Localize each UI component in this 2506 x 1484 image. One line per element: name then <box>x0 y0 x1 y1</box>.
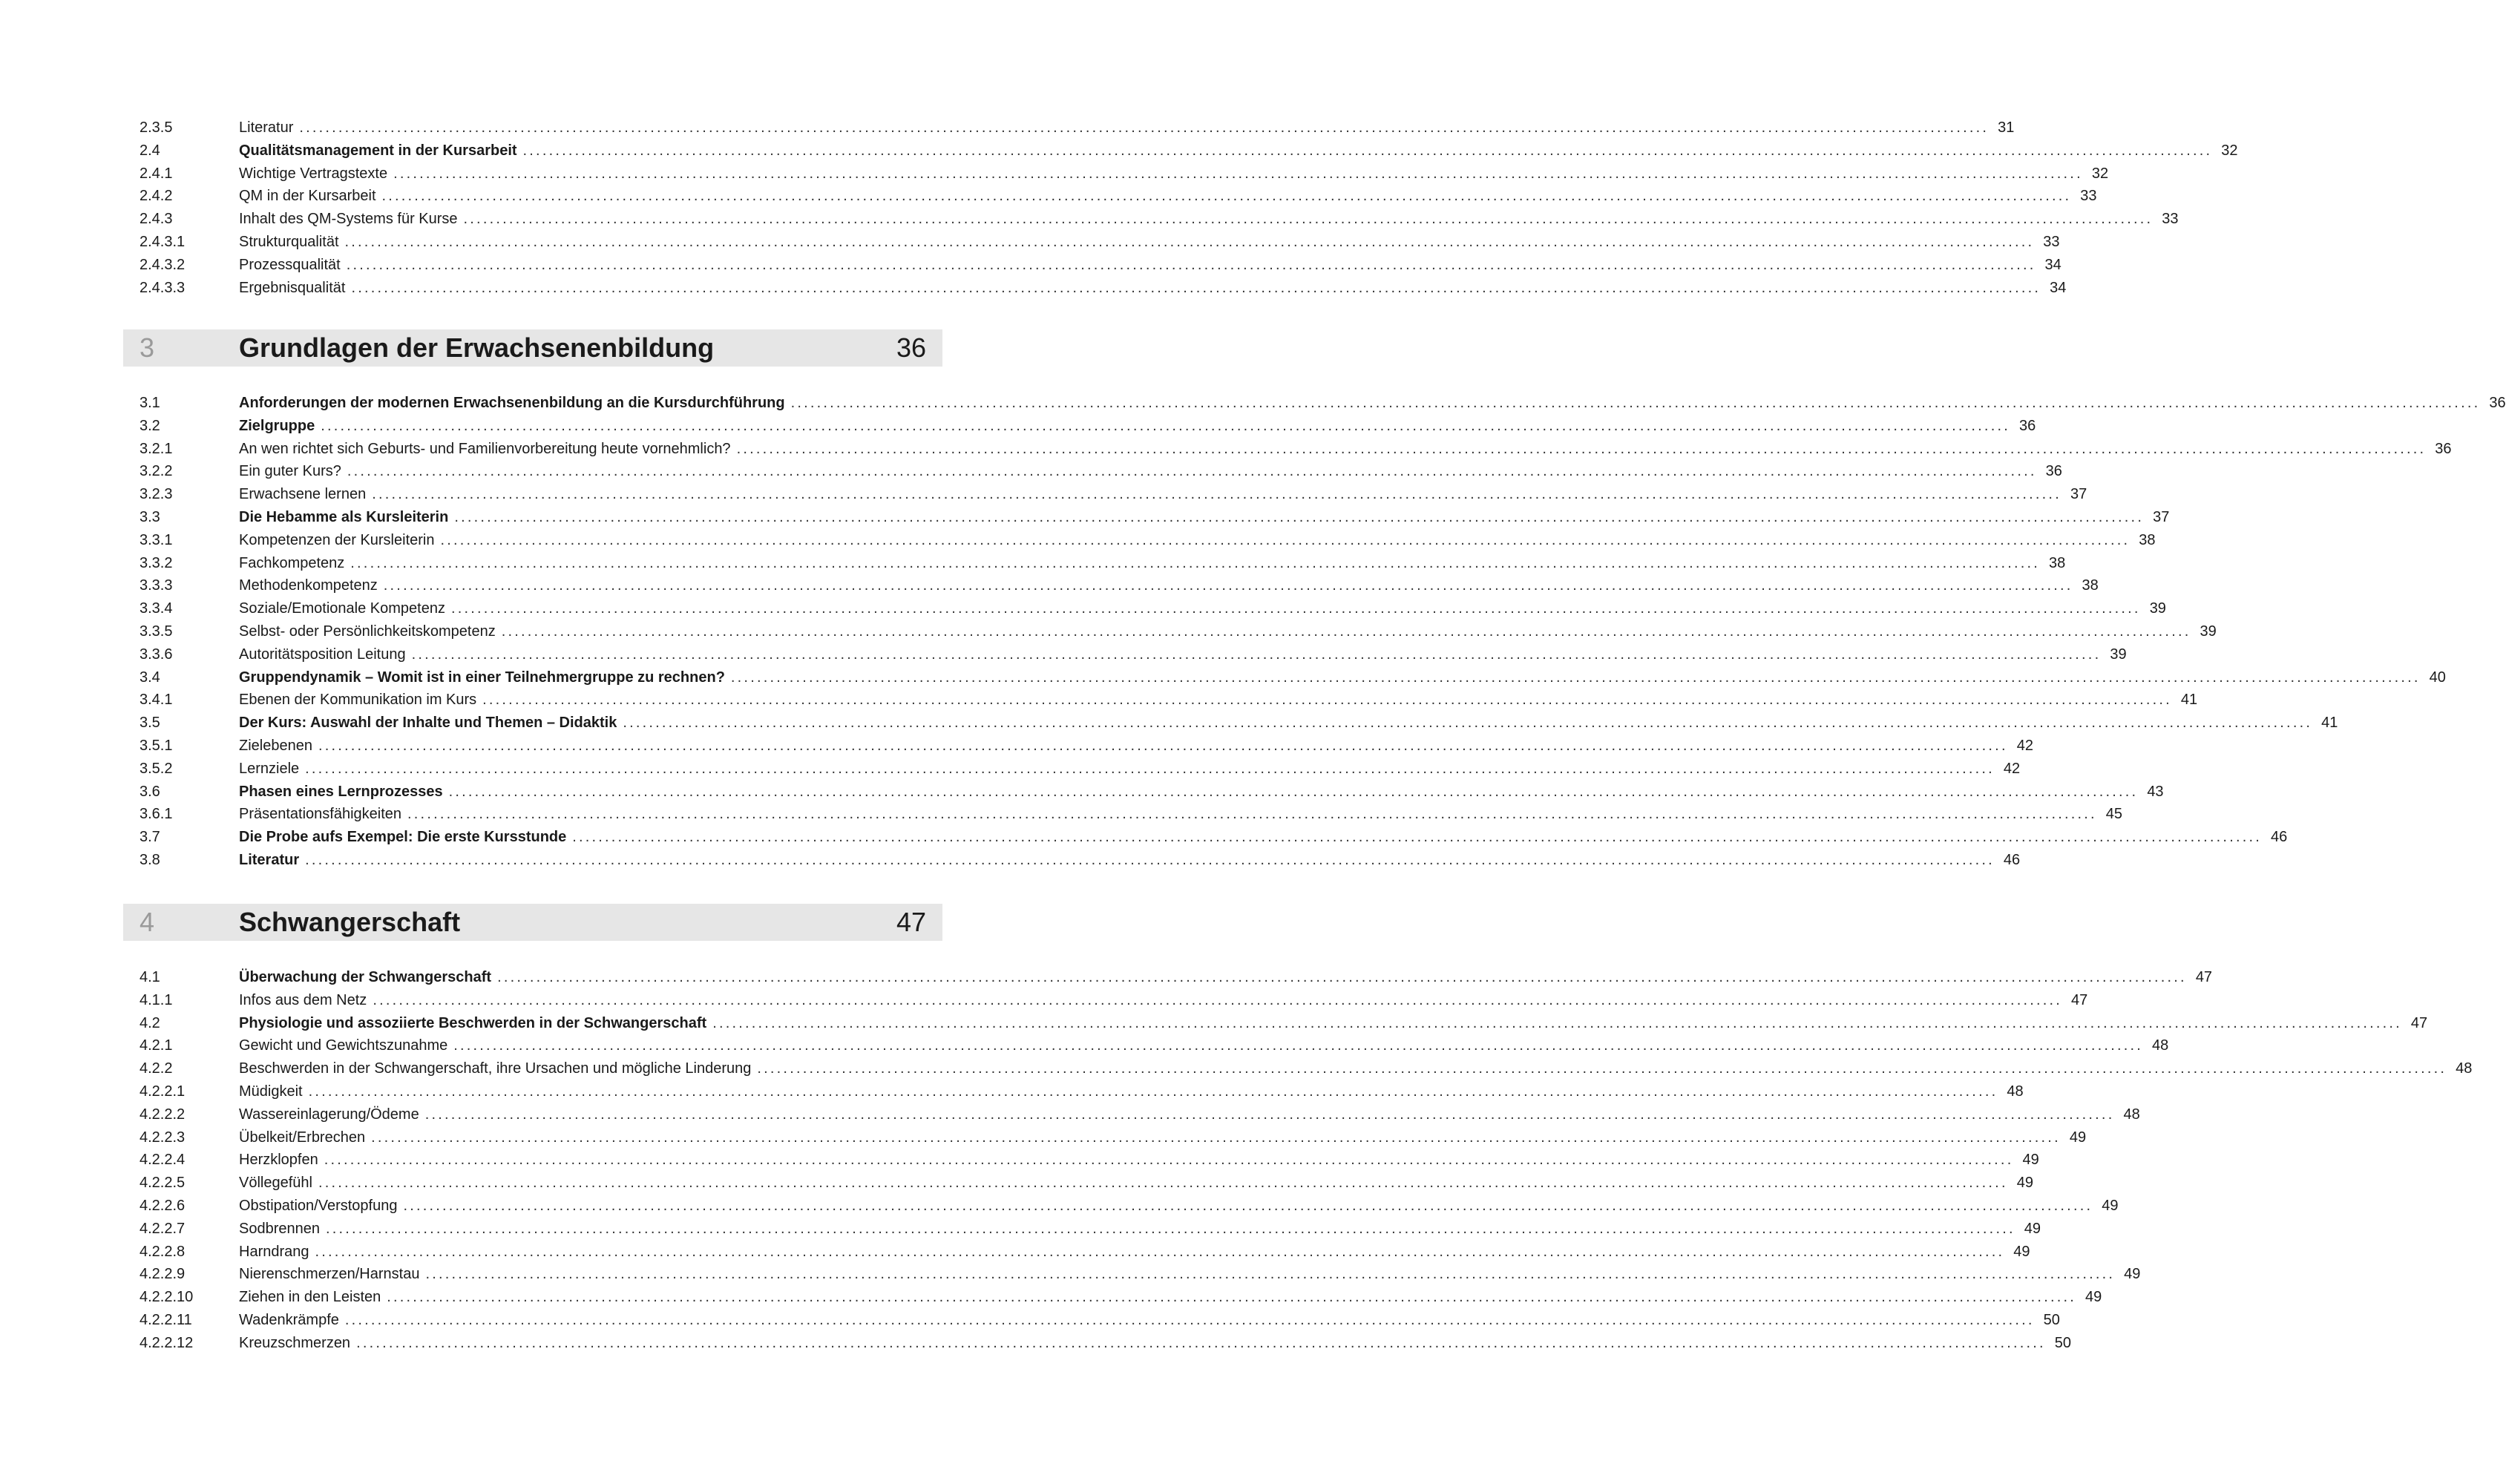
dot-leader: .................................................................................................................................................................................................................................................................... <box>318 737 2008 754</box>
toc-entry-line <box>239 116 2015 139</box>
toc-entry-number: 3.3 <box>140 508 160 525</box>
toc-entry-page-number: 49 <box>2022 1152 2039 1169</box>
toc-entry-title[interactable]: Gruppendynamik – Womit ist in einer Teilnehmergruppe zu rechnen? <box>239 669 725 686</box>
toc-entry-line <box>239 1309 2060 1332</box>
toc-entry-line <box>239 666 2446 689</box>
chapter-heading-4[interactable] <box>123 904 942 941</box>
dot-leader: .................................................................................................................................................................................................................................................................... <box>356 1334 2046 1351</box>
toc-entry-number: 3.5 <box>140 715 160 732</box>
toc-entry[interactable] <box>123 1309 2060 1332</box>
toc-entry-line <box>239 185 2097 208</box>
dot-leader: .................................................................................................................................................................................................................................................................... <box>424 1106 2115 1123</box>
toc-entry-title[interactable]: Müdigkeit <box>239 1083 303 1100</box>
dot-leader: .................................................................................................................................................................................................................................................................... <box>373 991 2063 1008</box>
toc-entry-page-number: 39 <box>2149 600 2166 617</box>
chapter-page-number: 47 <box>896 907 926 937</box>
toc-entry-number: 4.2.2.11 <box>140 1311 192 1328</box>
toc-entry[interactable] <box>123 643 2127 666</box>
toc-entry-line <box>239 277 2067 300</box>
toc-entry[interactable] <box>123 597 2166 620</box>
dot-leader: .................................................................................................................................................................................................................................................................... <box>454 508 2145 525</box>
toc-entry[interactable] <box>123 506 2170 529</box>
toc-entry-line <box>239 1332 2072 1355</box>
toc-entry[interactable] <box>123 552 2066 575</box>
toc-entry[interactable] <box>123 254 2061 277</box>
dot-leader: .................................................................................................................................................................................................................................................................... <box>501 623 2191 640</box>
toc-entry-title[interactable]: Literatur <box>239 119 294 136</box>
toc-entry-line <box>239 1263 2141 1286</box>
toc-entry-title[interactable]: Völlegefühl <box>239 1175 312 1192</box>
toc-entry-number: 4.2.2.8 <box>140 1243 186 1260</box>
toc-entry-title[interactable]: Präsentationsfähigkeiten <box>239 806 402 823</box>
toc-entry-title[interactable]: Strukturqualität <box>239 233 339 250</box>
toc-entry-page-number: 49 <box>2016 1175 2033 1192</box>
toc-entry[interactable] <box>123 162 2109 186</box>
toc-entry-line <box>239 574 2099 597</box>
toc-entry-page-number: 37 <box>2153 508 2170 525</box>
toc-entry-title[interactable]: Zielebenen <box>239 737 312 754</box>
toc-entry-title[interactable]: Harndrang <box>239 1243 309 1260</box>
toc-entry-number: 2.4.2 <box>140 188 173 205</box>
toc-entry[interactable] <box>123 574 2099 597</box>
dot-leader: .................................................................................................................................................................................................................................................................... <box>321 417 2010 434</box>
toc-entry-title[interactable]: Anforderungen der modernen Erwachsenenbildung an die Kursdurchführung <box>239 395 785 411</box>
toc-entry[interactable] <box>123 1012 2428 1035</box>
toc-entry[interactable] <box>123 712 2338 735</box>
dot-leader: .................................................................................................................................................................................................................................................................... <box>623 715 2313 732</box>
dot-leader: .................................................................................................................................................................................................................................................................... <box>387 1289 2076 1306</box>
toc-section-2-tail <box>123 116 2238 299</box>
toc-entry-title[interactable]: Lernziele <box>239 760 300 777</box>
toc-entry[interactable] <box>123 460 2062 483</box>
chapter-heading-3[interactable] <box>123 329 942 367</box>
toc-entry[interactable] <box>123 689 2198 712</box>
toc-entry-page-number: 49 <box>2024 1220 2041 1237</box>
toc-entry-page-number: 47 <box>2071 991 2088 1008</box>
dot-leader: .................................................................................................................................................................................................................................................................... <box>736 440 2427 457</box>
dot-leader: .................................................................................................................................................................................................................................................................... <box>712 1014 2402 1031</box>
toc-entry-line <box>239 1286 2102 1309</box>
toc-entry-line <box>239 1195 2119 1218</box>
toc-entry-page-number: 31 <box>1998 119 2015 136</box>
toc-entry-page-number: 41 <box>2180 692 2198 709</box>
toc-entry-title[interactable]: Beschwerden in der Schwangerschaft, ihre Ursachen und mögliche Linderung <box>239 1060 752 1077</box>
dot-leader: .................................................................................................................................................................................................................................................................... <box>305 851 1995 868</box>
toc-entry-title[interactable]: Kompetenzen der Kursleiterin <box>239 531 435 548</box>
toc-entry-page-number: 50 <box>2043 1311 2060 1328</box>
toc-entry-title[interactable]: Ebenen der Kommunikation im Kurs <box>239 692 477 709</box>
toc-entry-page-number: 39 <box>2110 646 2127 663</box>
toc-entry-page-number: 48 <box>2456 1060 2473 1077</box>
toc-entry[interactable] <box>123 758 2021 781</box>
toc-entry-number: 2.4 <box>140 142 160 159</box>
toc-entry-line <box>239 1080 2024 1103</box>
toc-entry-title[interactable]: Fachkompetenz <box>239 554 345 571</box>
toc-entry-number: 3.7 <box>140 829 160 846</box>
toc-entry-number: 3.8 <box>140 851 160 868</box>
toc-entry-page-number: 36 <box>2489 395 2506 411</box>
toc-entry-page-number: 33 <box>2080 188 2097 205</box>
dot-leader: .................................................................................................................................................................................................................................................................... <box>350 554 2041 571</box>
toc-entry-number: 4.2.2.9 <box>140 1266 186 1283</box>
toc-entry-page-number: 38 <box>2139 531 2156 548</box>
toc-entry-number: 4.2.2.12 <box>140 1334 194 1351</box>
toc-chapter-3-entries <box>123 392 2506 872</box>
toc-entry[interactable] <box>123 185 2097 208</box>
toc-entry[interactable] <box>123 277 2067 300</box>
toc-entry-number: 3.3.5 <box>140 623 173 640</box>
toc-entry-number: 3.6.1 <box>140 806 173 823</box>
dot-leader: .................................................................................................................................................................................................................................................................... <box>425 1266 2116 1283</box>
toc-entry-title[interactable]: Kreuzschmerzen <box>239 1334 351 1351</box>
toc-entry[interactable] <box>123 826 2288 849</box>
toc-entry-page-number: 33 <box>2162 211 2179 228</box>
toc-entry-page-number: 38 <box>2082 577 2099 594</box>
toc-entry-title[interactable]: Inhalt des QM-Systems für Kurse <box>239 211 458 228</box>
toc-entry[interactable] <box>123 735 2033 758</box>
toc-entry-line <box>239 966 2213 989</box>
dot-leader: .................................................................................................................................................................................................................................................................... <box>351 279 2041 296</box>
toc-entry[interactable] <box>123 849 2021 872</box>
toc-entry-title[interactable]: Soziale/Emotionale Kompetenz <box>239 600 445 617</box>
toc-entry-page-number: 46 <box>2270 829 2288 846</box>
toc-entry[interactable] <box>123 966 2213 989</box>
toc-entry-line <box>239 758 2021 781</box>
toc-entry-title[interactable]: Obstipation/Verstopfung <box>239 1197 398 1214</box>
dot-leader: .................................................................................................................................................................................................................................................................... <box>324 1152 2014 1169</box>
toc-entry-number: 3.2.1 <box>140 440 173 457</box>
dot-leader: .................................................................................................................................................................................................................................................................... <box>305 760 1995 777</box>
toc-chapter-4-entries <box>123 966 2473 1355</box>
toc-entry-line <box>239 460 2062 483</box>
dot-leader: .................................................................................................................................................................................................................................................................... <box>315 1243 2005 1260</box>
toc-entry-line <box>239 483 2087 506</box>
toc-entry-title[interactable]: Prozessqualität <box>239 256 341 273</box>
toc-entry-number: 4.2.2.1 <box>140 1083 186 1100</box>
toc-entry-number: 2.4.3.3 <box>140 279 186 296</box>
toc-entry[interactable] <box>123 116 2015 139</box>
toc-entry-title[interactable]: Wassereinlagerung/Ödeme <box>239 1106 419 1123</box>
dot-leader: .................................................................................................................................................................................................................................................................... <box>730 669 2421 686</box>
toc-entry-line <box>239 826 2288 849</box>
toc-entry-title[interactable]: Überwachung der Schwangerschaft <box>239 969 492 985</box>
toc-entry[interactable] <box>123 1263 2141 1286</box>
toc-entry-page-number: 49 <box>2013 1243 2030 1260</box>
toc-entry-number: 2.4.3 <box>140 211 173 228</box>
toc-entry-line <box>239 162 2109 186</box>
toc-entry-line <box>239 1149 2039 1172</box>
toc-entry-line <box>239 735 2033 758</box>
toc-entry-number: 3.4.1 <box>140 692 173 709</box>
toc-entry-number: 4.1.1 <box>140 991 173 1008</box>
toc-entry-number: 3.5.2 <box>140 760 173 777</box>
toc-entry-page-number: 40 <box>2429 669 2446 686</box>
dot-leader: .................................................................................................................................................................................................................................................................... <box>463 211 2154 228</box>
toc-entry-line <box>239 529 2156 552</box>
toc-entry-page-number: 36 <box>2018 417 2036 434</box>
dot-leader: .................................................................................................................................................................................................................................................................... <box>344 233 2035 250</box>
toc-entry-line <box>239 781 2164 804</box>
toc-entry-number: 2.4.1 <box>140 165 173 182</box>
toc-entry-title[interactable]: Herzklopfen <box>239 1152 318 1169</box>
toc-entry-number: 4.2.2.4 <box>140 1152 186 1169</box>
toc-entry-title[interactable]: Ziehen in den Leisten <box>239 1289 381 1306</box>
toc-entry-page-number: 43 <box>2147 783 2164 800</box>
toc-entry-title[interactable]: Der Kurs: Auswahl der Inhalte und Themen – Didaktik <box>239 715 617 732</box>
toc-entry-number: 2.4.3.1 <box>140 233 186 250</box>
toc-entry[interactable] <box>123 483 2087 506</box>
toc-entry-page-number: 34 <box>2050 279 2067 296</box>
dot-leader: .................................................................................................................................................................................................................................................................... <box>383 577 2073 594</box>
toc-entry[interactable] <box>123 1218 2041 1241</box>
toc-entry-number: 4.2.2 <box>140 1060 173 1077</box>
toc-entry-number: 3.5.1 <box>140 737 173 754</box>
toc-entry[interactable] <box>123 1057 2473 1080</box>
toc-entry-number: 3.3.6 <box>140 646 173 663</box>
toc-entry-line <box>239 1012 2428 1035</box>
toc-entry[interactable] <box>123 1195 2119 1218</box>
toc-entry[interactable] <box>123 392 2506 415</box>
chapter-number: 3 <box>140 332 155 363</box>
toc-entry-line <box>239 1034 2169 1057</box>
toc-entry[interactable] <box>123 1080 2024 1103</box>
toc-entry[interactable] <box>123 1149 2039 1172</box>
toc-entry-page-number: 34 <box>2044 256 2061 273</box>
toc-entry-title[interactable]: Selbst- oder Persönlichkeitskompetenz <box>239 623 496 640</box>
toc-entry[interactable] <box>123 231 2060 254</box>
dot-leader: .................................................................................................................................................................................................................................................................... <box>411 646 2102 663</box>
toc-entry-line <box>239 849 2021 872</box>
toc-entry[interactable] <box>123 438 2452 461</box>
toc-entry-number: 3.6 <box>140 783 160 800</box>
toc-entry-page-number: 48 <box>2151 1037 2169 1054</box>
dot-leader: .................................................................................................................................................................................................................................................................... <box>308 1083 1998 1100</box>
toc-entry-title[interactable]: Sodbrennen <box>239 1220 320 1237</box>
toc-entry[interactable] <box>123 1126 2087 1149</box>
toc-entry-line <box>239 506 2170 529</box>
dot-leader: .................................................................................................................................................................................................................................................................... <box>497 969 2187 985</box>
toc-entry-page-number: 38 <box>2049 554 2066 571</box>
toc-entry[interactable] <box>123 1103 2140 1126</box>
toc-entry-title[interactable]: QM in der Kursarbeit <box>239 188 376 205</box>
toc-entry-line <box>239 1126 2087 1149</box>
dot-leader: .................................................................................................................................................................................................................................................................... <box>440 531 2131 548</box>
toc-entry-page-number: 48 <box>2007 1083 2024 1100</box>
toc-entry-title[interactable]: Nierenschmerzen/Harnstau <box>239 1266 420 1283</box>
toc-entry-title[interactable]: An wen richtet sich Geburts- und Familienvorbereitung heute vornehmlich? <box>239 440 731 457</box>
toc-entry-title[interactable]: Methodenkompetenz <box>239 577 378 594</box>
toc-entry[interactable] <box>123 989 2088 1012</box>
toc-entry-title[interactable]: Phasen eines Lernprozesses <box>239 783 443 800</box>
toc-entry-number: 4.2.2.7 <box>140 1220 186 1237</box>
toc-entry-page-number: 50 <box>2054 1334 2072 1351</box>
chapter-number: 4 <box>140 907 155 937</box>
toc-entry-line <box>239 989 2088 1012</box>
dot-leader: .................................................................................................................................................................................................................................................................... <box>347 463 2037 480</box>
toc-entry[interactable] <box>123 620 2217 643</box>
toc-entry-number: 3.3.2 <box>140 554 173 571</box>
toc-entry-number: 3.3.3 <box>140 577 173 594</box>
toc-entry-line <box>239 254 2061 277</box>
toc-entry-page-number: 49 <box>2124 1266 2141 1283</box>
toc-entry-number: 3.2.2 <box>140 463 173 480</box>
toc-entry-title[interactable]: Erwachsene lernen <box>239 486 367 503</box>
toc-entry-number: 4.2.2.2 <box>140 1106 186 1123</box>
dot-leader: .................................................................................................................................................................................................................................................................... <box>403 1197 2093 1214</box>
toc-entry-page-number: 46 <box>2003 851 2021 868</box>
toc-entry-line <box>239 803 2123 826</box>
toc-entry-line <box>239 139 2238 162</box>
toc-entry-page-number: 39 <box>2200 623 2217 640</box>
toc-entry-title[interactable]: Literatur <box>239 851 300 868</box>
toc-entry-line <box>239 620 2217 643</box>
toc-entry-line <box>239 438 2452 461</box>
toc-entry-line <box>239 1218 2041 1241</box>
toc-entry-page-number: 49 <box>2084 1289 2102 1306</box>
dot-leader: .................................................................................................................................................................................................................................................................... <box>381 188 2072 205</box>
dot-leader: .................................................................................................................................................................................................................................................................... <box>572 829 2262 846</box>
toc-entry-line <box>239 1103 2140 1126</box>
toc-entry-number: 2.4.3.2 <box>140 256 186 273</box>
toc-entry-title[interactable]: Physiologie und assoziierte Beschwerden in der Schwangerschaft <box>239 1014 707 1031</box>
toc-entry-title[interactable]: Wadenkrämpfe <box>239 1311 339 1328</box>
toc-entry-page-number: 32 <box>2221 142 2238 159</box>
dot-leader: .................................................................................................................................................................................................................................................................... <box>344 1311 2035 1328</box>
toc-entry-page-number: 37 <box>2070 486 2087 503</box>
toc-entry-page-number: 32 <box>2091 165 2109 182</box>
toc-entry-page-number: 36 <box>2045 463 2062 480</box>
dot-leader: .................................................................................................................................................................................................................................................................... <box>318 1175 2008 1192</box>
toc-entry-page-number: 36 <box>2435 440 2452 457</box>
toc-entry-page-number: 42 <box>2003 760 2021 777</box>
toc-entry[interactable] <box>123 1034 2169 1057</box>
dot-leader: .................................................................................................................................................................................................................................................................... <box>790 395 2481 411</box>
dot-leader: .................................................................................................................................................................................................................................................................... <box>346 256 2036 273</box>
toc-entry[interactable] <box>123 415 2036 438</box>
toc-entry-number: 4.2.2.10 <box>140 1289 194 1306</box>
toc-entry-line <box>239 712 2338 735</box>
toc-entry[interactable] <box>123 1241 2030 1264</box>
toc-entry-number: 4.2 <box>140 1014 160 1031</box>
toc-entry-line <box>239 597 2166 620</box>
dot-leader: .................................................................................................................................................................................................................................................................... <box>299 119 1990 136</box>
toc-entry-number: 2.3.5 <box>140 119 173 136</box>
dot-leader: .................................................................................................................................................................................................................................................................... <box>450 600 2141 617</box>
toc-entry-page-number: 33 <box>2043 233 2060 250</box>
toc-entry-title[interactable]: Infos aus dem Netz <box>239 991 367 1008</box>
toc-entry-title[interactable]: Ergebnisqualität <box>239 279 346 296</box>
toc-entry-line <box>239 231 2060 254</box>
dot-leader: .................................................................................................................................................................................................................................................................... <box>372 486 2061 503</box>
toc-entry[interactable] <box>123 666 2446 689</box>
dot-leader: .................................................................................................................................................................................................................................................................... <box>371 1129 2061 1146</box>
toc-entry[interactable] <box>123 1172 2033 1195</box>
dot-leader: .................................................................................................................................................................................................................................................................... <box>757 1060 2447 1077</box>
dot-leader: .................................................................................................................................................................................................................................................................... <box>325 1220 2015 1237</box>
toc-entry-title[interactable]: Qualitätsmanagement in der Kursarbeit <box>239 142 517 159</box>
toc-entry[interactable] <box>123 529 2156 552</box>
chapter-title: Schwangerschaft <box>239 907 461 937</box>
toc-entry-title[interactable]: Die Probe aufs Exempel: Die erste Kursstunde <box>239 829 567 846</box>
dot-leader: .................................................................................................................................................................................................................................................................... <box>393 165 2083 182</box>
toc-entry-number: 4.2.2.5 <box>140 1175 186 1192</box>
toc-entry[interactable] <box>123 1286 2102 1309</box>
chapter-page-number: 36 <box>896 332 926 363</box>
toc-entry-line <box>239 552 2066 575</box>
toc-entry-line <box>239 415 2036 438</box>
toc-entry-page-number: 49 <box>2069 1129 2087 1146</box>
toc-entry-number: 4.2.1 <box>140 1037 173 1054</box>
toc-entry-title[interactable]: Zielgruppe <box>239 417 315 434</box>
toc-entry-number: 4.2.2.6 <box>140 1197 186 1214</box>
toc-entry[interactable] <box>123 1332 2072 1355</box>
toc-entry-page-number: 47 <box>2410 1014 2428 1031</box>
toc-entry-number: 3.4 <box>140 669 160 686</box>
dot-leader: .................................................................................................................................................................................................................................................................... <box>453 1037 2143 1054</box>
toc-entry[interactable] <box>123 781 2164 804</box>
toc-entry-line <box>239 208 2179 231</box>
chapter-title: Grundlagen der Erwachsenenbildung <box>239 332 715 363</box>
toc-entry-page-number: 42 <box>2016 737 2033 754</box>
toc-entry-title[interactable]: Ein guter Kurs? <box>239 463 341 480</box>
toc-entry-line <box>239 1172 2033 1195</box>
toc-entry[interactable] <box>123 208 2179 231</box>
toc-entry-line <box>239 392 2506 415</box>
toc-entry-line <box>239 1241 2030 1264</box>
toc-entry-number: 4.1 <box>140 969 160 985</box>
toc-entry-number: 4.2.2.3 <box>140 1129 186 1146</box>
toc-entry[interactable] <box>123 803 2123 826</box>
toc-entry-number: 3.3.4 <box>140 600 173 617</box>
toc-entry-title[interactable]: Autoritätsposition Leitung <box>239 646 406 663</box>
toc-entry-line <box>239 689 2198 712</box>
dot-leader: .................................................................................................................................................................................................................................................................... <box>448 783 2139 800</box>
toc-entry-page-number: 45 <box>2105 806 2123 823</box>
toc-entry-title[interactable]: Die Hebamme als Kursleiterin <box>239 508 449 525</box>
toc-entry-number: 3.2 <box>140 417 160 434</box>
toc-entry-number: 3.2.3 <box>140 486 173 503</box>
toc-entry-title[interactable]: Gewicht und Gewichtszunahme <box>239 1037 448 1054</box>
toc-entry-line <box>239 643 2127 666</box>
toc-entry-page-number: 48 <box>2123 1106 2140 1123</box>
toc-entry-title[interactable]: Übelkeit/Erbrechen <box>239 1129 366 1146</box>
toc-entry-page-number: 47 <box>2195 969 2213 985</box>
dot-leader: .................................................................................................................................................................................................................................................................... <box>407 806 2097 823</box>
toc-entry-title[interactable]: Wichtige Vertragstexte <box>239 165 388 182</box>
toc-entry-number: 3.3.1 <box>140 531 173 548</box>
toc-entry-line <box>239 1057 2473 1080</box>
toc-entry[interactable] <box>123 139 2238 162</box>
toc-entry-page-number: 41 <box>2321 715 2338 732</box>
dot-leader: .................................................................................................................................................................................................................................................................... <box>482 692 2172 709</box>
dot-leader: .................................................................................................................................................................................................................................................................... <box>522 142 2213 159</box>
toc-entry-page-number: 49 <box>2102 1197 2119 1214</box>
toc-entry-number: 3.1 <box>140 395 160 411</box>
